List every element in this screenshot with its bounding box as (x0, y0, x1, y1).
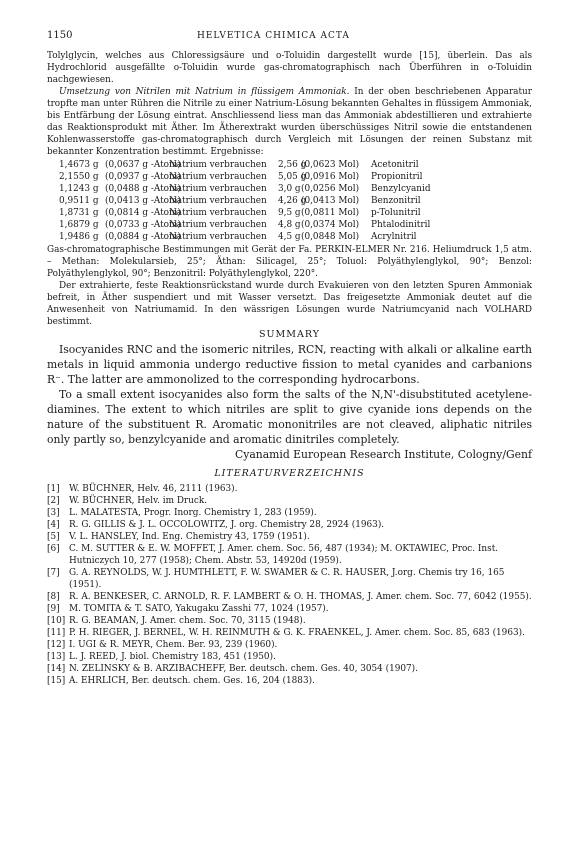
reference-item (47, 483, 532, 495)
summary-paragraph-1: Isocyanides RNC and the isomeric nitriles, RCN, reacting with alkali or alkaline earth metals in liquid ammonia undergo reductive fission to metal cyanides and carbanions R⁻. The latter are ammonolized to the corresponding hydrocarbons. (47, 343, 532, 386)
reference-text: C. M. SUTTER & E. W. MOFFET, J. Amer. chem. Soc. 56, 487 (1934); M. OKTAWIEC, Proc. Inst. Hutniczych 10, 277 (1958); Chem. Abstr. 53, 14920d (1959). (69, 544, 499, 566)
reference-item (47, 627, 532, 639)
result-cell-mol: (0,0733 g -Atom) (105, 220, 181, 230)
result-cell-g: 1,9486 g (59, 232, 99, 242)
reference-number: [6] (47, 544, 60, 554)
reference-item (47, 519, 532, 531)
reference-number: [15] (47, 676, 66, 686)
result-cell-verb: Natrium verbrauchen (169, 160, 267, 170)
result-cell-mmol: 2,56 g (278, 160, 307, 170)
result-row (59, 159, 532, 171)
reference-number: [3] (47, 508, 60, 518)
page-header (47, 30, 532, 50)
reference-text: R. A. BENKESER, C. ARNOLD, R. F. LAMBERT & O. H. THOMAS, J. Amer. chem. Soc. 77, 6042 (1955). (69, 592, 532, 602)
result-cell-name: Acrylnitril (371, 232, 417, 242)
reference-text: R. G. GILLIS & J. L. OCCOLOWITZ, J. org. Chemistry 28, 2924 (1963). (69, 520, 385, 530)
reference-number: [4] (47, 520, 60, 530)
result-cell-mmol: 3,0 g (278, 184, 301, 194)
result-cell-g: 1,1243 g (59, 184, 99, 194)
result-cell-g: 1,8731 g (59, 208, 99, 218)
result-cell-verb: Natrium verbrauchen (169, 172, 267, 182)
result-cell-mmol: 4,5 g (278, 232, 301, 242)
reference-text: L. MALATESTA, Progr. Inorg. Chemistry 1, 283 (1959). (69, 508, 317, 518)
reference-number: [13] (47, 652, 66, 662)
reference-item (47, 543, 532, 567)
reference-number: [5] (47, 532, 60, 542)
method-title: Umsetzung von Nitrilen mit Natrium in flüssigem Ammoniak. (59, 87, 350, 97)
result-cell-name: Benzonitril (371, 196, 421, 206)
result-row (59, 219, 532, 231)
method-text: In der oben beschriebenen Apparatur tropfte man unter Rühren die Nitrile zu einer Natrium-Lösung bekannten Gehaltes in flüssigem Ammoniak, bis Entfärbung der Lösung eintrat. Anschliessend liess man das Ammoniak abdestillieren und extrahierte das Reaktionsprodukt mit Äther. Im Ätherextrakt wurden überschüssiges Nitril sowie die entstandenen Kohlenwasserstoffe gas-chromatographisch durch Vergleich mit Lösungen der reinen Substanz mit bekannter Konzentration bestimmt. Ergebnisse: (47, 87, 532, 157)
reference-number: [14] (47, 664, 66, 674)
result-cell-mmol: 4,26 g (278, 196, 307, 206)
gc-paragraph: Gas-chromatographische Bestimmungen mit Gerät der Fa. PERKIN-ELMER Nr. 216. Heliumdruck 1,5 atm. – Methan: Molekularsieb, 25°; Äthan: Silicagel, 25°; Toluol: Polyäthylenglykol, 90°; Benzol: Polyäthylenglykol, 90°; Benzonitril: Polyäthylenglykol, 220°. (47, 245, 532, 279)
reference-item (47, 507, 532, 519)
reference-number: [9] (47, 604, 60, 614)
reference-item (47, 603, 532, 615)
intro-paragraph: Tolylglycin, welches aus Chloressigsäure und o-Toluidin dargestellt wurde [15], überlein. Das als Hydrochlorid ausgefällte o-Toluidin wurde gas-chromatographisch nach Überführen in o-Toluidin nachgewiesen. (47, 51, 532, 85)
references-heading: LITERATURVERZEICHNIS (214, 468, 365, 479)
result-cell-g: 2,1550 g (59, 172, 99, 182)
result-cell-g: 1,6879 g (59, 220, 99, 230)
reference-number: [11] (47, 628, 66, 638)
reference-number: [8] (47, 592, 60, 602)
reference-text: L. J. REED, J. biol. Chemistry 183, 451 (1950). (69, 652, 276, 662)
reference-item (47, 495, 532, 507)
page-number: 1150 (47, 30, 73, 41)
result-row (59, 207, 532, 219)
result-cell-mol: (0,0937 g -Atom) (105, 172, 181, 182)
residue-paragraph: Der extrahierte, feste Reaktionsrückstand wurde durch Evakuieren von den letzten Spuren Ammoniak befreit, in Äther suspendiert und mit Wasser versetzt. Das freigesetzte Ammoniak deutet auf die Anwesenheit von Natriumamid. In den wässrigen Lösungen wurde Natriumcyanid nach VOLHARD bestimmt. (47, 281, 532, 327)
result-cell-name: Acetonitril (371, 160, 419, 170)
reference-item (47, 531, 532, 543)
result-row (59, 195, 532, 207)
result-cell-verb: Natrium verbrauchen (169, 184, 267, 194)
reference-item (47, 615, 532, 627)
result-row (59, 171, 532, 183)
journal-title: HELVETICA CHIMICA ACTA (197, 31, 350, 41)
result-cell-mmol: 4,8 g (278, 220, 301, 230)
reference-text: W. BÜCHNER, Helv. 46, 2111 (1963). (69, 484, 238, 494)
result-cell-verb: Natrium verbrauchen (169, 208, 267, 218)
result-row (59, 183, 532, 195)
summary-heading: SUMMARY (259, 329, 320, 340)
result-cell-m: (0,0848 Mol) (301, 232, 360, 242)
result-cell-name: Phtalodinitril (371, 220, 431, 230)
reference-text: G. A. REYNOLDS, W. J. HUMTHLETT, F. W. SWAMER & C. R. HAUSER, J.org. Chemis try 16, 165 (1951). (69, 568, 505, 590)
result-cell-mol: (0,0814 g -Atom) (105, 208, 181, 218)
reference-item (47, 639, 532, 651)
result-cell-m: (0,0623 Mol) (301, 160, 360, 170)
result-cell-g: 0,9511 g (59, 196, 99, 206)
reference-number: [7] (47, 568, 60, 578)
result-cell-mol: (0,0488 g -Atom) (105, 184, 181, 194)
reference-item (47, 675, 532, 687)
reference-text: V. L. HANSLEY, Ind. Eng. Chemistry 43, 1759 (1951). (69, 532, 310, 542)
reference-item (47, 591, 532, 603)
summary-paragraph-2: To a small extent isocyanides also form the salts of the N,N'-disubstituted acetylene-diamines. The extent to which nitriles are split to give cyanide ions depends on the nature of the substituent R. Aromatic mononitriles are not cleaved, aliphatic nitriles only partly so, benzylcyanide and aromatic dinitriles completely. (47, 388, 532, 446)
result-cell-verb: Natrium verbrauchen (169, 232, 267, 242)
reference-text: W. BÜCHNER, Helv. im Druck. (69, 496, 208, 506)
result-cell-m: (0,0256 Mol) (301, 184, 360, 194)
results-table (59, 159, 532, 243)
result-cell-name: p-Tolunitril (371, 208, 421, 218)
result-cell-mol: (0,0637 g -Atom) (105, 160, 181, 170)
result-cell-g: 1,4673 g (59, 160, 99, 170)
result-cell-m: (0,0811 Mol) (301, 208, 360, 218)
result-cell-verb: Natrium verbrauchen (169, 196, 267, 206)
result-cell-m: (0,0413 Mol) (301, 196, 360, 206)
reference-number: [1] (47, 484, 60, 494)
result-cell-m: (0,0916 Mol) (301, 172, 360, 182)
result-cell-mmol: 5,05 g (278, 172, 307, 182)
result-cell-mol: (0,0413 g -Atom) (105, 196, 181, 206)
result-cell-mmol: 9,5 g (278, 208, 301, 218)
reference-text: N. ZELINSKY & B. ARZIBACHEFF, Ber. deutsch. chem. Ges. 40, 3054 (1907). (69, 664, 418, 674)
result-cell-mol: (0,0884 g -Atom) (105, 232, 181, 242)
reference-text: M. TOMITA & T. SATO, Yakugaku Zasshi 77, 1024 (1957). (69, 604, 329, 614)
reference-item (47, 567, 532, 591)
reference-item (47, 651, 532, 663)
affiliation: Cyanamid European Research Institute, Cologny/Genf (234, 448, 532, 461)
result-cell-name: Benzylcyanid (371, 184, 431, 194)
reference-text: R. G. BEAMAN, J. Amer. chem. Soc. 70, 3115 (1948). (69, 616, 306, 626)
result-cell-verb: Natrium verbrauchen (169, 220, 267, 230)
method-paragraph (47, 86, 532, 158)
reference-number: [2] (47, 496, 60, 506)
reference-item (47, 663, 532, 675)
reference-text: I. UGI & R. MEYR, Chem. Ber. 93, 239 (1960). (69, 640, 278, 650)
reference-text: P. H. RIEGER, J. BERNEL, W. H. REINMUTH & G. K. FRAENKEL, J. Amer. chem. Soc. 85, 683 (1963). (69, 628, 525, 638)
result-row (59, 231, 532, 243)
result-cell-name: Propionitril (371, 172, 423, 182)
references-list (47, 483, 532, 687)
reference-number: [12] (47, 640, 66, 650)
reference-text: A. EHRLICH, Ber. deutsch. chem. Ges. 16, 204 (1883). (69, 676, 315, 686)
result-cell-m: (0,0374 Mol) (301, 220, 360, 230)
reference-number: [10] (47, 616, 66, 626)
